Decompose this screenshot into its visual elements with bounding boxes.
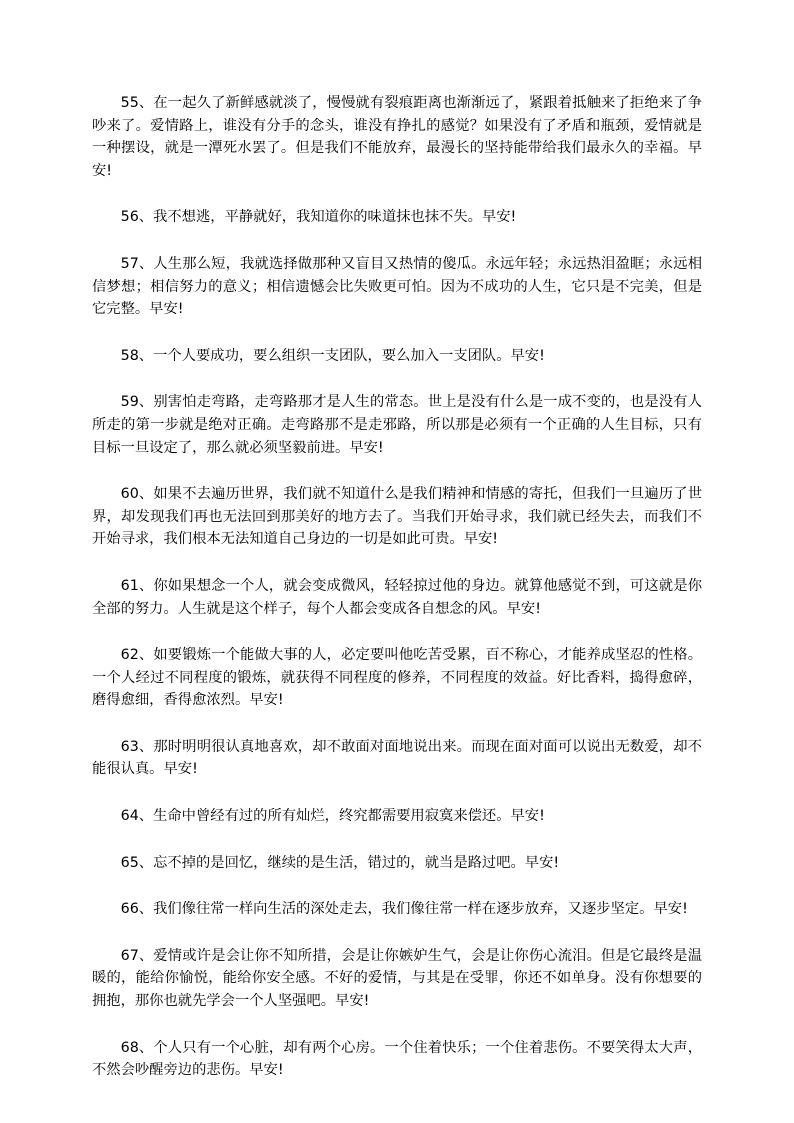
paragraph-59: 59、别害怕走弯路，走弯路那才是人生的常态。世上是没有什么是一成不变的，也是没有人所走的第一步就是绝对正确。走弯路那不是走邪路，所以那是必须有一个正确的人生目标，只有目标一旦设定了，那么就必须坚毅前进。早安!: [92, 394, 702, 456]
paragraph-57: 57、人生那么短，我就选择做那种又盲目又热情的傻瓜。永远年轻；永远热泪盈眶；永远相信梦想；相信努力的意义；相信遗憾会比失败更可怕。因为不成功的人生，它只是不完美，但是它完整。早安!: [92, 255, 702, 318]
paragraph-62: 62、如要锻炼一个能做大事的人，必定要叫他吃苦受累，百不称心，才能养成坚忍的性格。一个人经过不同程度的锻炼，就获得不同程度的修养，不同程度的效益。好比香料，捣得愈碎，磨得愈细，香得愈浓烈。早安!: [92, 647, 702, 709]
paragraph-66: 66、我们像往常一样向生活的深处走去，我们像往常一样在逐步放弃，又逐步坚定。早安!: [120, 901, 688, 918]
paragraph-60: 60、如果不去遍历世界，我们就不知道什么是我们精神和情感的寄托，但我们一旦遍历了世界，却发现我们再也无法回到那美好的地方去了。当我们开始寻求，我们就已经失去，而我们不开始寻求，我们根本无法知道自己身边的一切是如此可贵。早安!: [92, 486, 702, 548]
paragraph-65: 65、忘不掉的是回忆，继续的是生活，错过的，就当是路过吧。早安!: [120, 854, 560, 871]
paragraph-67: 67、爱情或许是会让你不知所措，会是让你嫉妒生气，会是让你伤心流泪。但是它最终是温暖的，能给你愉悦，能给你安全感。不好的爱情，与其是在受罪，你还不如单身。没有你想要的拥抱，那你也就先学会一个人坚强吧。早安!: [92, 947, 702, 1010]
document-body: [92, 92, 702, 1106]
paragraph-56: 56、我不想逃，平静就好，我知道你的味道抹也抹不失。早安!: [120, 209, 517, 226]
paragraph-61: 61、你如果想念一个人，就会变成微风，轻轻掠过他的身边。就算他感觉不到，可这就是你全部的努力。人生就是这个样子，每个人都会变成各自想念的风。早安!: [92, 577, 702, 617]
paragraph-63: 63、那时明明很认真地喜欢，却不敢面对面地说出来。而现在面对面可以说出无数爱，却不能很认真。早安!: [92, 738, 702, 778]
paragraph-58: 58、一个人要成功，要么组织一支团队，要么加入一支团队。早安!: [120, 347, 545, 364]
paragraph-64: 64、生命中曾经有过的所有灿烂，终究都需要用寂寞来偿还。早安!: [120, 808, 545, 825]
paragraph-68: 68、个人只有一个心脏，却有两个心房。一个住着快乐；一个住着悲伤。不要笑得太大声，不然会吵醒旁边的悲伤。早安!: [92, 1039, 702, 1079]
paragraph-55: 55、在一起久了新鲜感就淡了，慢慢就有裂痕距离也渐渐远了，紧跟着抵触来了拒绝来了争吵来了。爱情路上，谁没有分手的念头，谁没有挣扎的感觉？如果没有了矛盾和瓶颈，爱情就是一种摆设，就是一潭死水罢了。但是我们不能放弃，最漫长的坚持能带给我们最永久的幸福。早安!: [92, 95, 702, 179]
